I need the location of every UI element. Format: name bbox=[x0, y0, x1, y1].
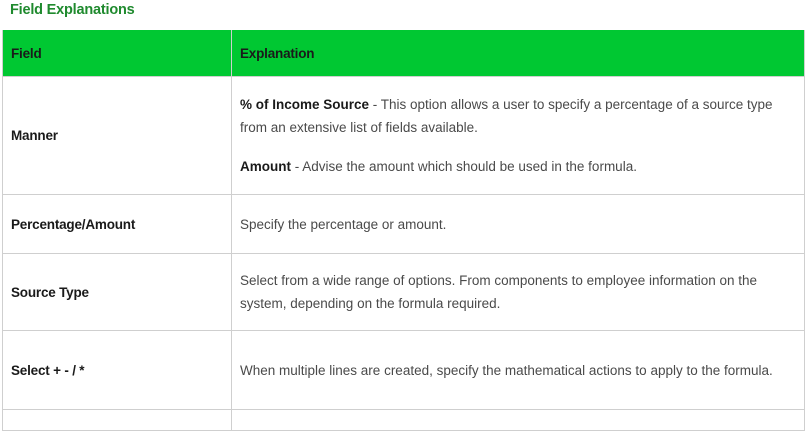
explanation-source-type: Select from a wide range of options. From components to employee information on the system, depending on the formula required. bbox=[232, 254, 805, 331]
table-row bbox=[3, 195, 805, 254]
explanation-select-operators: When multiple lines are created, specify the mathematical actions to apply to the formula. bbox=[232, 331, 805, 410]
term-description: - This option allows a user to specify a percentage of a source type from an extensive list of fields available. bbox=[240, 97, 773, 135]
field-name-select-operators: Select + - / * bbox=[3, 331, 232, 410]
section-title: Field Explanations bbox=[10, 2, 135, 18]
field-name-manner: Manner bbox=[3, 77, 232, 195]
column-header-explanation: Explanation bbox=[232, 30, 805, 77]
table-row bbox=[3, 410, 805, 431]
explanation-item bbox=[240, 93, 796, 139]
explanation-percentage-amount: Specify the percentage or amount. bbox=[232, 195, 805, 254]
empty-cell bbox=[3, 410, 232, 431]
field-name-percentage-amount: Percentage/Amount bbox=[3, 195, 232, 254]
term-description: - Advise the amount which should be used in the formula. bbox=[291, 159, 637, 174]
term-amount: Amount bbox=[240, 159, 291, 174]
field-explanations-table bbox=[2, 30, 805, 431]
empty-cell bbox=[232, 410, 805, 431]
table-header-row bbox=[3, 30, 805, 77]
explanation-manner bbox=[232, 77, 805, 195]
column-header-field: Field bbox=[3, 30, 232, 77]
table-row bbox=[3, 331, 805, 410]
term-income-source: % of Income Source bbox=[240, 97, 370, 112]
table-row bbox=[3, 77, 805, 195]
field-name-source-type: Source Type bbox=[3, 254, 232, 331]
explanation-item bbox=[240, 155, 796, 178]
table-row bbox=[3, 254, 805, 331]
